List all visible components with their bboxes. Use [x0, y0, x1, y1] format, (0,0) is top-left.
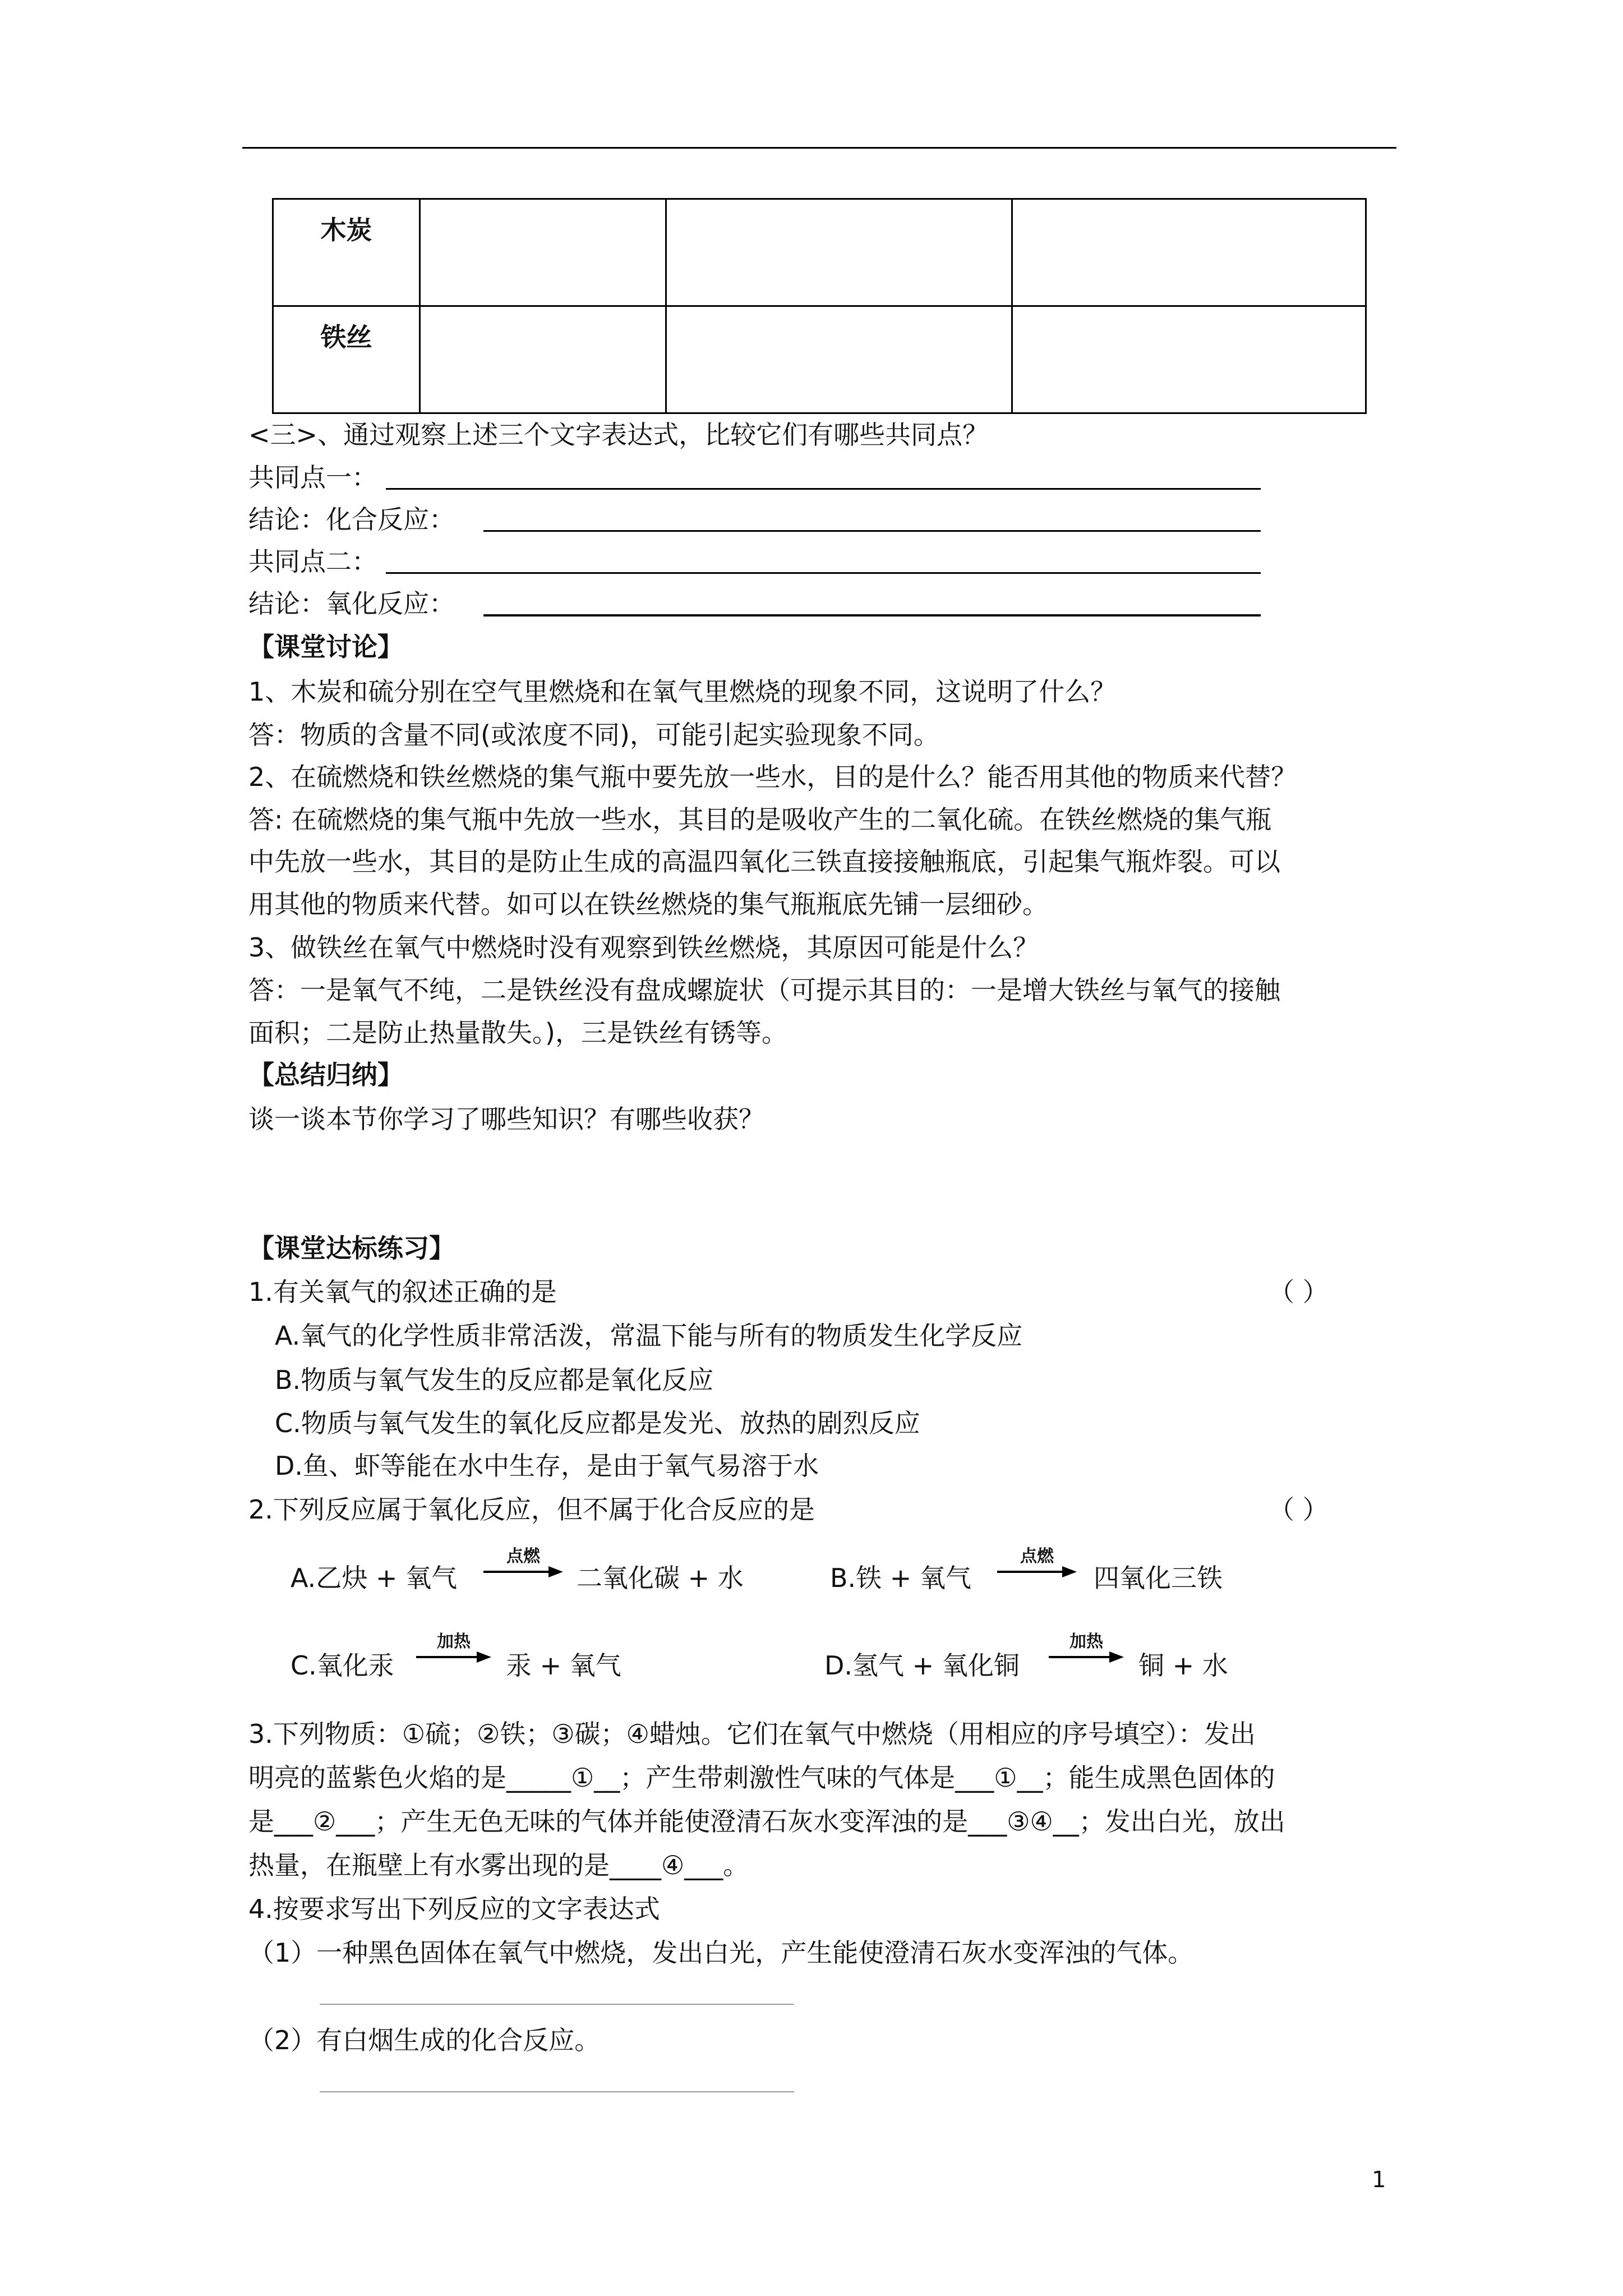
page-number: 1 [1372, 2167, 1386, 2193]
reaction-arrow [416, 1634, 491, 1665]
header-rule [242, 147, 1396, 149]
conclusion-1-label: 结论：化合反应： [248, 504, 455, 535]
discussion-line: 面积；二是防止热量散失。)，三是铁丝有锈等。 [248, 1018, 787, 1048]
answer-line [483, 614, 1261, 616]
arrow-right-icon [1049, 1650, 1124, 1664]
reaction-arrow [1049, 1634, 1124, 1665]
q1-option-c: C.物质与氧气发生的氧化反应都是发光、放热的剧烈反应 [275, 1408, 920, 1438]
section3-question: <三>、通过观察上述三个文字表达式，比较它们有哪些共同点？ [248, 420, 989, 450]
answer-line [320, 2091, 794, 2092]
arrow-right-icon [416, 1650, 491, 1664]
q2-option-c-products: 汞 + 氧气 [506, 1650, 621, 1681]
q3-line: 是___②___；产生无色无味的气体并能使澄清石灰水变浑浊的是___③④__；发出白光，放出 [248, 1806, 1285, 1837]
table-cell [666, 199, 1012, 306]
common-point-1-label: 共同点一： [248, 462, 377, 493]
q3-line: 3.下列物质：①硫；②铁；③碳；④蜡烛。它们在氧气中燃烧（用相应的序号填空）：发出 [248, 1719, 1256, 1749]
q2-option-a-reactants: A.乙炔 + 氧气 [291, 1563, 458, 1593]
answer-line [386, 572, 1261, 574]
practice-heading: 【课堂达标练习】 [248, 1233, 455, 1263]
q2-option-d-products: 铜 + 水 [1138, 1650, 1228, 1681]
reaction-arrow [483, 1548, 563, 1580]
discussion-line: 答：一是氧气不纯，二是铁丝没有盘成螺旋状（可提示其目的：一是增大铁丝与氧气的接触 [248, 975, 1280, 1005]
q4-sub2: （2）有白烟生成的化合反应。 [248, 2025, 601, 2055]
q1-answer-bracket: （ ） [1269, 1277, 1329, 1307]
q4-stem: 4.按要求写出下列反应的文字表达式 [248, 1894, 660, 1924]
table-cell [1012, 306, 1366, 413]
row-label-charcoal: 木炭 [273, 199, 420, 306]
arrow-condition-label: 加热 [437, 1632, 471, 1651]
table-cell [419, 199, 666, 306]
q1-option-d: D.鱼、虾等能在水中生存，是由于氧气易溶于水 [275, 1451, 819, 1481]
q1-option-a: A.氧气的化学性质非常活泼，常温下能与所有的物质发生化学反应 [275, 1320, 1023, 1351]
arrow-right-icon [997, 1565, 1077, 1579]
q3-line: 热量，在瓶壁上有水雾出现的是____④___。 [248, 1850, 749, 1880]
discussion-line: 2、在硫燃烧和铁丝燃烧的集气瓶中要先放一些水，目的是什么？能否用其他的物质来代替？ [248, 762, 1297, 792]
row-label-iron-wire: 铁丝 [273, 306, 420, 413]
table-row [273, 199, 1366, 306]
q4-sub1: （1）一种黑色固体在氧气中燃烧，发出白光，产生能使澄清石灰水变浑浊的气体。 [248, 1938, 1194, 1968]
table-cell [419, 306, 666, 413]
discussion-line: 1、木炭和硫分别在空气里燃烧和在氧气里燃烧的现象不同，这说明了什么？ [248, 677, 1117, 707]
answer-line [386, 488, 1261, 490]
discussion-line: 中先放一些水，其目的是防止生成的高温四氧化三铁直接接触瓶底，引起集气瓶炸裂。可以 [248, 846, 1280, 877]
table-cell [1012, 199, 1366, 306]
q2-option-c-reactants: C.氧化汞 [291, 1650, 394, 1681]
common-point-2-label: 共同点二： [248, 546, 377, 577]
arrow-right-icon [483, 1565, 563, 1579]
arrow-condition-label: 加热 [1069, 1632, 1103, 1651]
q2-answer-bracket: （ ） [1269, 1494, 1329, 1525]
observation-table [272, 198, 1367, 414]
table-row [273, 306, 1366, 413]
q2-option-a-products: 二氧化碳 + 水 [577, 1563, 744, 1593]
answer-line [483, 530, 1261, 532]
summary-text: 谈一谈本节你学习了哪些知识？有哪些收获？ [248, 1104, 764, 1134]
q2-stem: 2.下列反应属于氧化反应，但不属于化合反应的是 [248, 1494, 815, 1525]
discussion-heading: 【课堂讨论】 [248, 632, 403, 662]
table-cell [666, 306, 1012, 413]
q2-option-b-reactants: B.铁 + 氧气 [830, 1563, 971, 1593]
conclusion-2-label: 结论：氧化反应： [248, 588, 455, 619]
discussion-line: 答：物质的含量不同(或浓度不同)，可能引起实验现象不同。 [248, 720, 939, 750]
q1-option-b: B.物质与氧气发生的反应都是氧化反应 [275, 1365, 714, 1395]
q1-stem: 1.有关氧气的叙述正确的是 [248, 1277, 557, 1307]
q2-option-d-reactants: D.氢气 + 氧化铜 [824, 1650, 1020, 1681]
reaction-arrow [997, 1548, 1077, 1580]
arrow-condition-label: 点燃 [506, 1547, 540, 1566]
discussion-line: 3、做铁丝在氧气中燃烧时没有观察到铁丝燃烧，其原因可能是什么？ [248, 932, 1039, 963]
q2-option-b-products: 四氧化三铁 [1094, 1563, 1223, 1593]
answer-line [320, 2004, 794, 2005]
summary-heading: 【总结归纳】 [248, 1060, 403, 1090]
discussion-line: 答: 在硫燃烧的集气瓶中先放一些水，其目的是吸收产生的二氧化硫。在铁丝燃烧的集气瓶 [248, 804, 1272, 835]
q3-line: 明亮的蓝紫色火焰的是_____①__；产生带刺激性气味的气体是___①__；能生成黑色固体的 [248, 1763, 1275, 1793]
arrow-condition-label: 点燃 [1020, 1547, 1054, 1566]
discussion-line: 用其他的物质来代替。如可以在铁丝燃烧的集气瓶瓶底先铺一层细砂。 [248, 889, 1048, 919]
